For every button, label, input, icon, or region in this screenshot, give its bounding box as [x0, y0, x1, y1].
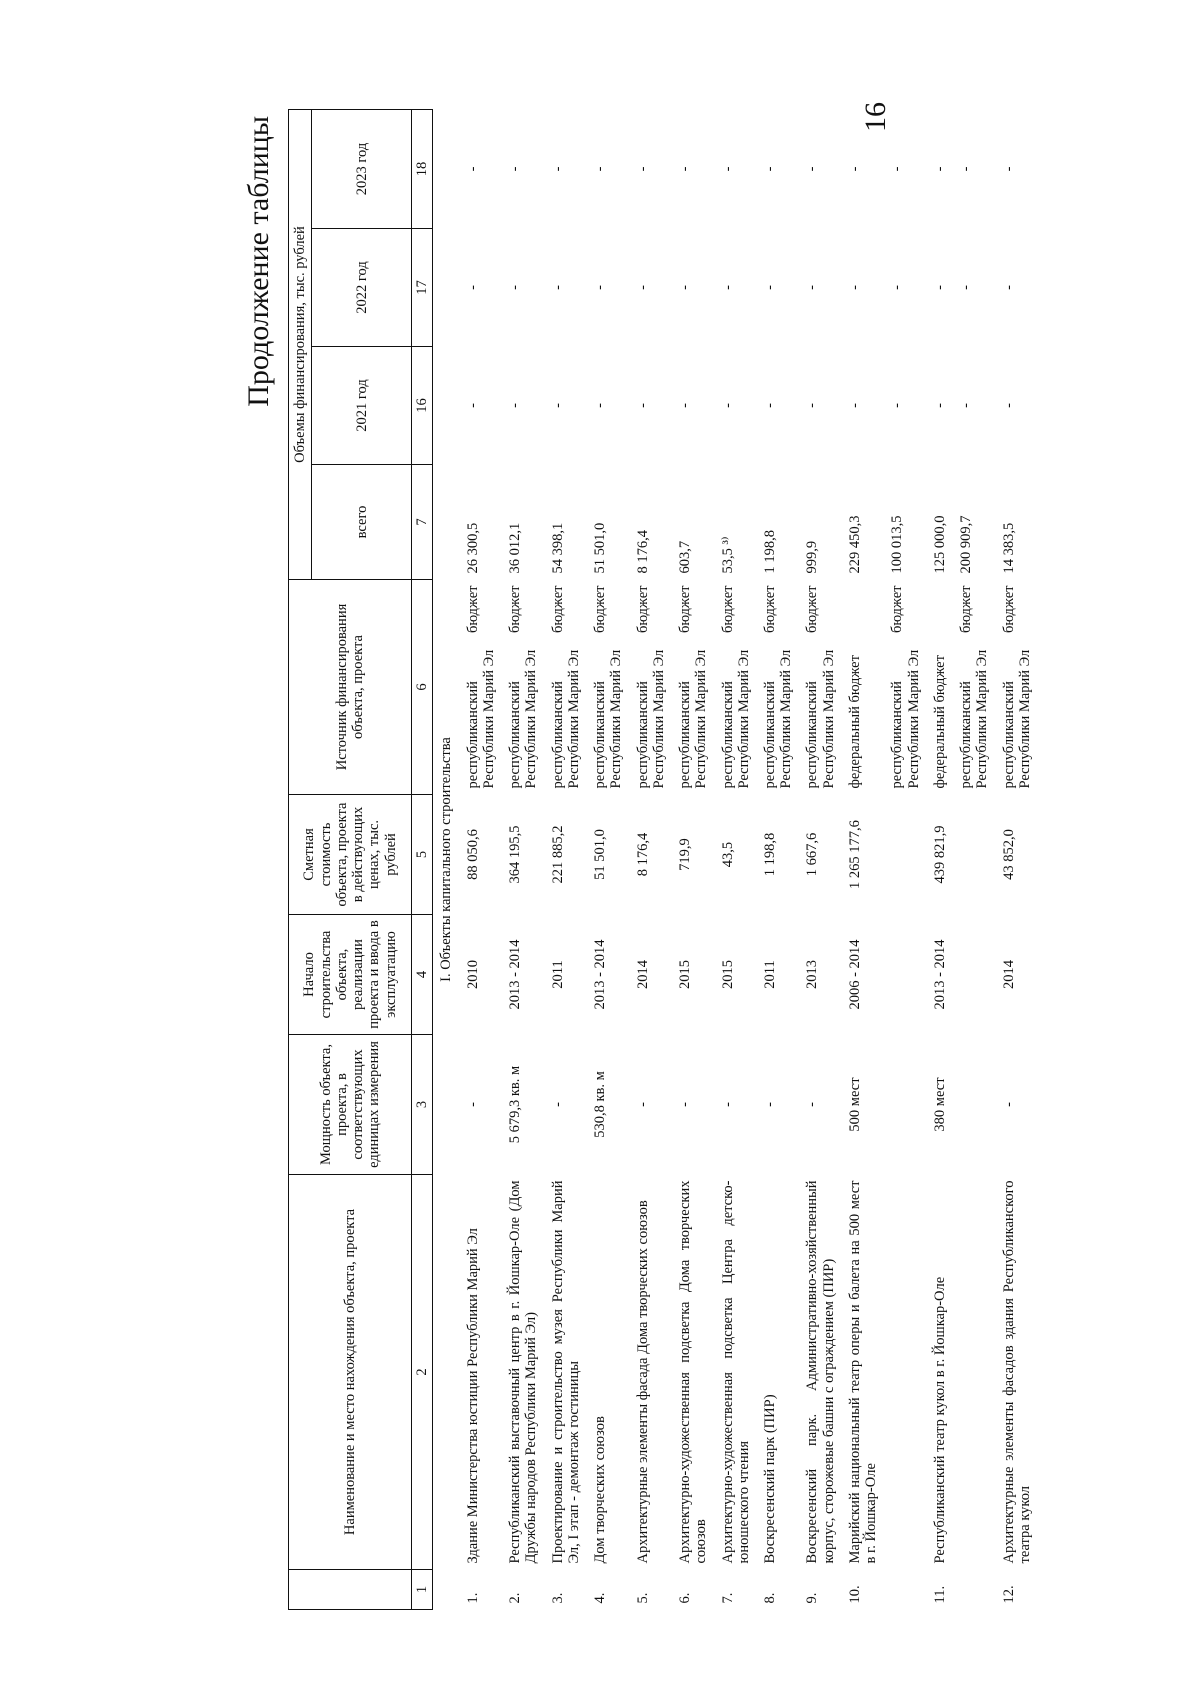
financing-table [288, 109, 1038, 1610]
row-2021: - [634, 403, 651, 408]
row-total: 54 398,1 [549, 522, 566, 574]
row-capacity: - [761, 1102, 778, 1107]
table-row [460, 109, 502, 1609]
colnum: 18 [412, 109, 433, 228]
row-2021: - [719, 403, 736, 408]
row-cost: 43,5 [719, 841, 736, 868]
row-number: 3. [549, 1592, 566, 1604]
row-2023: - [507, 166, 524, 172]
row-total: 229 450,3 [846, 515, 863, 574]
table-row [996, 109, 1038, 1609]
row-number: 8. [761, 1592, 778, 1604]
row-cost: 1 198,8 [761, 832, 778, 877]
row-total: 53,5 ³⁾ [719, 536, 736, 574]
row-cost: 221 885,2 [549, 825, 566, 884]
row-cost: 1 265 177,6 [846, 820, 863, 889]
colnum: 2 [412, 1175, 433, 1570]
row-2022: - [1000, 285, 1017, 290]
row-source: республиканский бюджет Республики Марий Эл [592, 585, 625, 789]
row-total: 36 012,1 [507, 522, 524, 574]
header-name: Наименование и место нахождения объекта, проекта [289, 1175, 412, 1570]
row-cost: 364 195,5 [507, 825, 524, 884]
row-period: 2011 [549, 960, 566, 989]
row-2021: - [592, 403, 609, 408]
row-cost: 51 501,0 [592, 829, 609, 880]
row-number: 5. [634, 1592, 651, 1604]
row-number: 12. [1000, 1585, 1017, 1604]
row-2023: - [761, 166, 778, 172]
header-total: всего [312, 465, 412, 580]
row-2023: - [804, 166, 821, 172]
colnum: 1 [412, 1570, 433, 1610]
row-2022: - [677, 285, 694, 290]
row-2022: - [804, 285, 821, 290]
row-source: республиканский бюджет Республики Марий Эл [677, 585, 710, 789]
table-row [715, 109, 757, 1609]
row-period: 2014 [634, 960, 651, 989]
row-2022: - [846, 285, 863, 290]
row-name: Республиканский театр кукол в г. Йошкар-Оле [931, 1276, 948, 1564]
row-2021: - [931, 403, 948, 408]
header-2022: 2022 год [312, 229, 412, 347]
row-2021: - [761, 403, 778, 408]
row-number: 7. [719, 1592, 736, 1604]
row-cost: 1 667,6 [804, 832, 821, 877]
row-period: 2014 [1000, 960, 1017, 989]
row-cost: 8 176,4 [634, 832, 651, 877]
row-2023: - [634, 166, 651, 172]
row-period: 2013 - 2014 [507, 939, 524, 1010]
row-2022: - [719, 285, 736, 290]
row-2022: - [931, 285, 948, 290]
row-source: республиканский бюджет Республики Марий Эл [507, 585, 540, 789]
row-period: 2010 [464, 960, 481, 989]
page-number: 16 [859, 102, 892, 132]
row-name: Проектирование и строительство музея Республики Марий Эл, I этап - демонтаж гостиницы [549, 1180, 582, 1564]
header-cost: Сметная стоимость объекта, проекта в действующих ценах, тыс. рублей [289, 795, 412, 915]
row-period: 2015 [677, 960, 694, 989]
row-total: 1 198,8 [761, 530, 778, 574]
row-number: 1. [464, 1592, 481, 1604]
row-2022: - [507, 285, 524, 290]
row-name: Архитектурно-художественная подсветка Дома творческих союзов [677, 1180, 710, 1564]
row-2022: - [592, 285, 609, 290]
row-total: 999,9 [804, 540, 821, 574]
table-continuation-heading: Продолжение таблицы [242, 116, 275, 407]
header-row [289, 109, 312, 1609]
row-total: 8 176,4 [634, 530, 651, 574]
row-number: 11. [931, 1585, 948, 1604]
row-2021: - [1000, 403, 1017, 408]
table-row-extra-source [953, 109, 995, 1609]
row-total: 200 909,7 [958, 515, 975, 574]
row-2021: - [507, 403, 524, 408]
row-2021: - [889, 403, 906, 408]
section-title: I. Объекты капитального строительства [438, 737, 455, 982]
row-number: 10. [846, 1585, 863, 1604]
row-capacity: - [1000, 1102, 1017, 1107]
row-name: Здание Министерства юстиции Республики Марий Эл [464, 1228, 481, 1564]
row-2021: - [846, 403, 863, 408]
row-2023: - [719, 166, 736, 172]
row-2023: - [464, 166, 481, 172]
row-source: республиканский бюджет Республики Марий Эл [958, 585, 991, 789]
row-capacity: 380 мест [931, 1077, 948, 1132]
row-capacity: 500 мест [846, 1077, 863, 1132]
table-row [927, 109, 953, 1609]
row-source: республиканский бюджет Республики Марий Эл [549, 585, 582, 789]
row-source: республиканский бюджет Республики Марий Эл [761, 585, 795, 789]
row-period: 2013 [804, 960, 821, 989]
table-row-extra-source [884, 109, 926, 1609]
row-2022: - [464, 285, 481, 290]
row-cost: 43 852,0 [1000, 829, 1017, 880]
colnum: 4 [412, 915, 433, 1035]
table-row [502, 109, 544, 1609]
colnum: 5 [412, 795, 433, 915]
row-2021: - [677, 403, 694, 408]
row-capacity: - [719, 1102, 736, 1107]
row-2021: - [804, 403, 821, 408]
row-2023: - [677, 166, 694, 172]
row-name: Воскресенский парк. Административно-хозяйственный корпус, сторожевые башни с ограждением (ПИР) [804, 1180, 837, 1564]
row-source: республиканский бюджет Республики Марий Эл [804, 585, 837, 789]
row-total: 125 000,0 [931, 515, 948, 574]
row-cost: 719,9 [677, 838, 694, 871]
row-capacity: - [804, 1102, 821, 1107]
row-number: 4. [592, 1592, 609, 1604]
row-2022: - [958, 285, 975, 290]
table-row [587, 109, 629, 1609]
row-2023: - [846, 166, 863, 172]
row-number: 2. [507, 1592, 524, 1604]
table-row [545, 109, 587, 1609]
row-capacity: - [464, 1102, 481, 1107]
row-2022: - [761, 285, 778, 290]
row-period: 2013 - 2014 [592, 939, 609, 1010]
colnum: 17 [412, 229, 433, 347]
row-source: республиканский бюджет Республики Марий Эл [464, 585, 497, 789]
row-name: Республиканский выставочный центр в г. Йошкар-Оле (Дом Дружбы народов Республики Марий Эл) [507, 1180, 540, 1564]
row-period: 2015 [719, 960, 736, 989]
row-2023: - [1000, 166, 1017, 172]
row-2021: - [549, 403, 566, 408]
row-total: 603,7 [677, 540, 694, 574]
row-cost: 439 821,9 [931, 825, 948, 884]
table-row [630, 109, 672, 1609]
row-period: 2006 - 2014 [846, 939, 863, 1010]
row-2022: - [549, 285, 566, 290]
row-2021: - [958, 403, 975, 408]
row-name: Архитектурные элементы фасада Дома творческих союзов [634, 1200, 651, 1564]
row-cost: 88 050,6 [464, 829, 481, 880]
header-source: Источник финансирования объекта, проекта [289, 580, 412, 795]
colnum: 6 [412, 580, 433, 795]
row-2023: - [889, 166, 906, 172]
table-row [672, 109, 714, 1609]
header-period: Начало строительства объекта, реализации проекта и ввода в эксплуатацию [289, 915, 412, 1035]
row-2021: - [464, 403, 481, 408]
header-col-1 [289, 1570, 412, 1610]
row-capacity: - [677, 1102, 694, 1107]
row-number: 6. [677, 1592, 694, 1604]
row-source: республиканский бюджет Республики Марий Эл [889, 585, 922, 789]
row-source: республиканский бюджет Республики Марий Эл [1000, 585, 1033, 789]
colnum: 7 [412, 465, 433, 580]
table-row [799, 109, 841, 1609]
header-2023: 2023 год [312, 109, 412, 228]
row-2022: - [889, 285, 906, 290]
rotated-page-content [240, 110, 1060, 1610]
row-2023: - [958, 166, 975, 172]
row-name: Воскресенский парк (ПИР) [761, 1394, 778, 1564]
header-2021: 2021 год [312, 347, 412, 465]
row-2023: - [931, 166, 948, 172]
row-total: 51 501,0 [592, 522, 609, 574]
row-source: республиканский бюджет Республики Марий Эл [719, 585, 752, 789]
row-2022: - [634, 285, 651, 290]
header-financing-group: Объемы финансирования, тыс. рублей [289, 109, 312, 579]
row-name: Марийский национальный театр оперы и балета на 500 мест в г. Йошкар-Оле [846, 1180, 880, 1564]
row-source: республиканский бюджет Республики Марий Эл [634, 585, 667, 789]
row-2023: - [549, 166, 566, 172]
row-period: 2013 - 2014 [931, 939, 948, 1010]
row-total: 14 383,5 [1000, 522, 1017, 574]
row-name: Дом творческих союзов [592, 1416, 609, 1564]
row-capacity: - [634, 1102, 651, 1107]
row-source: федеральный бюджет [846, 655, 863, 789]
row-period: 2011 [761, 960, 778, 989]
colnum: 16 [412, 347, 433, 465]
section-row [433, 109, 460, 1609]
colnum: 3 [412, 1035, 433, 1175]
header-capacity: Мощность объекта, проекта, в соответствующих единицах измерения [289, 1035, 412, 1175]
row-capacity: - [549, 1102, 566, 1107]
row-total: 100 013,5 [889, 515, 906, 574]
row-capacity: 5 679,3 кв. м [507, 1065, 524, 1144]
table-row [842, 109, 884, 1609]
row-capacity: 530,8 кв. м [592, 1071, 609, 1138]
row-2023: - [592, 166, 609, 172]
table-row [757, 109, 799, 1609]
row-name: Архитектурные элементы фасадов здания Республиканского театра кукол [1000, 1180, 1033, 1564]
row-total: 26 300,5 [464, 522, 481, 574]
column-number-row [412, 109, 433, 1609]
row-name: Архитектурно-художественная подсветка Центра детско-юношеского чтения [719, 1180, 752, 1564]
row-source: федеральный бюджет [931, 655, 948, 789]
row-number: 9. [804, 1592, 821, 1604]
